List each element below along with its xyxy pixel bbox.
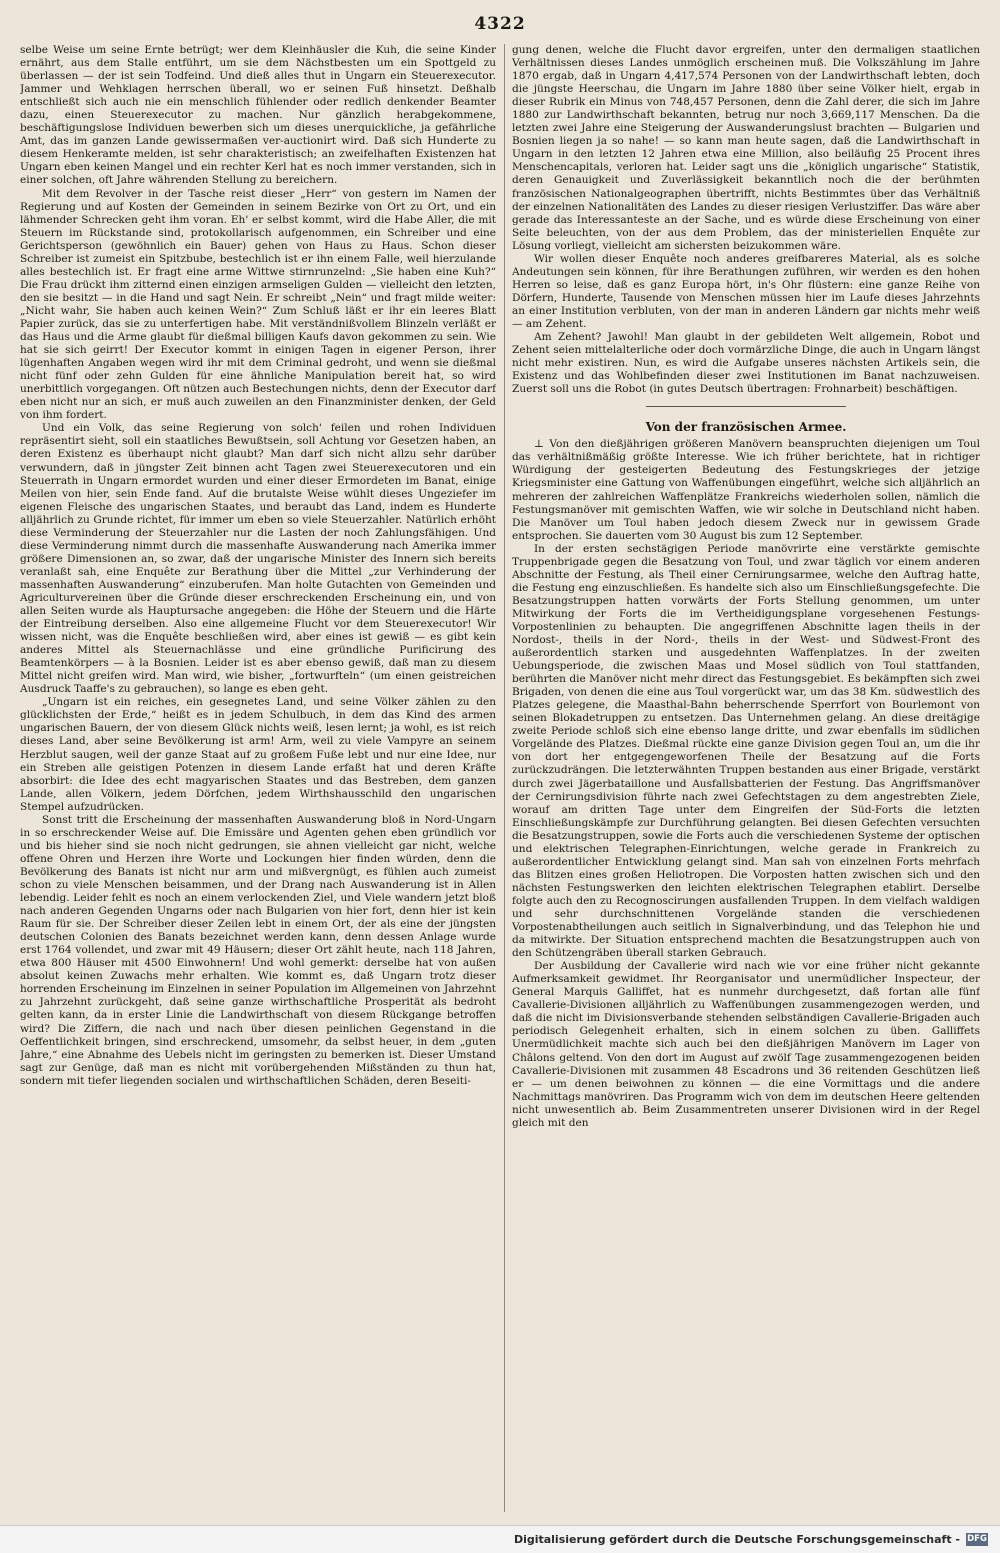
article-paragraph: gung denen, welche die Flucht davor ergreifen, unter den dermaligen staatlichen Verhältnissen dieses Landes unmöglich erscheinen muß. Die Volkszählung im Jahre 1870 ergab, daß in Ungarn 4,417,574 Personen von der Landwirthschaft lebten, doch die jüngste Heerschau, die Ungarn im Jahre 1880 über seine Völker hielt, ergab in dieser Rubrik ein Minus von 748,457 Personen, denn die Zahl derer, die sich im Jahre 1880 zur Landwirthschaft bekannten, betrug nur noch 3,669,117 Menschen. Da die letzten zwei Jahre eine Steigerung der Auswanderungslust brachten — Bulgarien und Bosnien liegen ja so nahe! — so kann man heute sagen, daß die Landwirthschaft in Ungarn in den letzten 12 Jahren etwa eine Million, also beiläufig 25 Procent ihres Menschencapitals, verloren hat. Leider sagt uns die „königlich ungarische“ Statistik, deren Genauigkeit und Zuverlässigkeit bekanntlich noch die der berühmten französischen Nationalgeographen übertrifft, nichts Bestimmtes über das Verhältniß der einzelnen Nationalitäten des Landes zu dieser riesigen Verlustziffer. Das wäre aber gerade das Interessanteste an der Sache, und es würde diese Erscheinung von einer Seite beleuchten, von der aus dem Problem, das der ministeriellen Enquête zur Lösung vorliegt, vielleicht am sichersten beizukommen wäre. — [512, 44, 980, 252]
dfg-logo-icon: DFG — [967, 1534, 987, 1544]
article-paragraph: „Ungarn ist ein reiches, ein gesegnetes Land, und seine Völker zählen zu den glücklichsten der Erde,“ heißt es in jedem Schulbuch, in dem das Kind des armen ungarischen Bauern, der von diesem Glück nichts weiß, lesen lernt; ja wohl, es ist reich dieses Land, aber seine Bevölkerung ist arm! Arm, weil zu viele Vampyre an seinem Herzblut saugen, weil der ganze Staat auf zu großem Fuße lebt und nur eine Idee, nur ein Streben alle geistigen Potenzen in diesem Lande erfaßt hat und deren Kräfte absorbirt: die Idee des echt magyarischen Staates und das Bestreben, dem ganzen Lande, allen Völkern, jedem Dörfchen, jedem Wirthshausschild den ungarischen Stempel aufzudrücken. — [20, 696, 496, 813]
section-heading: Von der französischen Armee. — [645, 420, 847, 435]
right-column — [512, 44, 980, 1514]
footer-bar — [0, 1525, 1000, 1553]
footer-credit: Digitalisierung gefördert durch die Deutsche Forschungsgemeinschaft - — [513, 1533, 960, 1546]
left-column — [20, 44, 496, 1514]
column-divider — [504, 44, 505, 1512]
article-paragraph: Mit dem Revolver in der Tasche reist dieser „Herr“ von gestern im Namen der Regierung und auf Kosten der Gemeinden in seinem Bezirke von Ort zu Ort, und ein lähmender Schrecken geht ihm voran. Eh' er selbst kommt, wird die Habe Aller, die mit Steuern im Rückstande sind, protokollarisch aufgenommen, ein Schreiber und eine Gerichtsperson (gewöhnlich ein Bauer) gehen von Haus zu Haus. Schon dieser Schreiber ist zumeist ein Spitzbube, bestechlich ist er ihn einem Falle, weil hierzulande alles bestechlich ist. Er fragt eine arme Wittwe stirnrunzelnd: „Sie haben eine Kuh?“ Die Frau drückt ihm zitternd einen einzigen armseligen Gulden — vielleicht den letzten, den sie besitzt — in die Hand und sagt Nein. Er schreibt „Nein“ und fragt milde weiter: „Nicht wahr, Sie haben auch keinen Wein?“ Zum Schluß läßt er ihr ein leeres Blatt Papier zurück, das sie zu unterfertigen habe. Mit verständnißvollem Blinzeln verläßt er das Haus und die Arme glaubt für dießmal billigen Kaufs davon gekommen zu sein. Wie hat sie sich geirrt! Der Executor kommt in einigen Tagen in eigener Person, ihrer lügenhaften Angaben wegen wird ihr mit dem Criminal gedroht, und wenn sie dießmal nicht fünf oder zehn Gulden für eine ähnliche Manipulation bereit hat, so wird unerbittlich vorgegangen. Oft nützen auch Bestechungen nichts, denn der Executor darf eben nicht nur an sich, er muß auch zuweilen an den Finanzminister denken, der Geld von ihm fordert. — [20, 187, 496, 422]
article-paragraph: In der ersten sechstägigen Periode manövrirte eine verstärkte gemischte Truppenbrigade gegen die Besatzung von Toul, und zwar täglich vor einem anderen Abschnitte der Festung, als Theil einer Cernirungsarmee, welche den Auftrag hatte, die Festung eng einzuschließen. Es handelte sich also um Einschließungsgefechte. Die Besatzungstruppen hatten vorwärts der Forts Stellung genommen, um unter Mitwirkung der Forts die im Vertheidigungsplane vorgesehenen Festungs-Vorpostenlinien zu behaupten. Die angegriffenen Abschnitte lagen theils in der Nordost-, theils in der Nord-, theils in der West- und Südwest-Front des außerordentlich starken und ausgedehnten Waffenplatzes. In der zweiten Uebungsperiode, die zwischen Maas und Mosel südlich von Toul stattfanden, berührten die Manöver nicht mehr direct das Festungsgebiet. Es bekämpften sich zwei Brigaden, von denen die eine aus Toul vorgerückt war, um das 38 Km. südwestlich des Platzes gelegene, die Maasthal-Bahn beherrschende Sperrfort von Bourlemont von seinen Blokadetruppen zu entsetzen. Das Unternehmen gelang. An diese dreitägige zweite Periode schloß sich eine ebenso lange dritte, und zwar ebenfalls im südlichen Vorgelände des Platzes. Dießmal rückte eine ganze Division gegen Toul an, um die ihr von dort her entgegengeworfenen Theile der Besatzung auf die Forts zurückzudrängen. Die letzterwähnten Truppen bestanden aus einer Brigade, verstärkt durch zwei Jägerbataillone und Ausfallsbatterien der Festung. Das Angriffsmanöver der Cernirungsdivision führte nach zwei Gefechtstagen zu dem angestrebten Ziele, worauf am dritten Tage unter dem Eingreifen der Süd-Forts die letzten Einschließungskämpfe zur Durchführung gelangten. Bei diesen Gefechten versuchten die Besatzungstruppen, sowie die Forts auch die verschiedenen Systeme der optischen und elektrischen Telegraphen-Einrichtungen, welche gerade in Frankreich zu außerordentlicher Entwicklung gelangt sind. Man sah von einzelnen Forts mehrfach das Blitzen eines großen Heliotropen. Die Vorposten hatten zwischen sich und den nächsten Festungswerken den leichten elektrischen Telegraphen etablirt. Derselbe folgte auch den zu Recognoscirungen ausfallenden Truppen. In dem vielfach waldigen und sehr durchschnittenen Vorgelände standen die verschiedenen Vorpostenabtheilungen auch seitlich in Signalverbindung, und das Telephon hie und da mitwirkte. Der Situation entsprechend machten die Besatzungstruppen auch von den Schützengräben überall starken Gebrauch. — [512, 542, 980, 960]
section-divider — [646, 406, 846, 407]
article-paragraph: Wir wollen dieser Enquête noch anderes greifbareres Material, als es solche Andeutungen sein können, für ihre Berathungen zuführen, wir werden es den hohen Herren so leise, daß es ganz Europa hört, in's Ohr flüstern: eine ganze Reihe von Dörfern, Hunderte, Tausende von Menschen müssen hier im Laufe dieses Jahrzehnts an einer Institution verbluten, von der man in anderen Ländern gar nichts mehr weiß — am Zehent. — [512, 252, 980, 330]
article-paragraph: selbe Weise um seine Ernte betrügt; wer dem Kleinhäusler die Kuh, die seine Kinder ernährt, aus dem Stalle entführt, um sie dem Nächstbesten um ein Spottgeld zu überlassen — der ist sein Todfeind. Und dieß alles thut in Ungarn ein Steuerexecutor. Jammer und Wehklagen herrschen überall, wo er seinen Fuß hinsetzt. Deßhalb entschließt sich auch nie ein menschlich fühlender oder redlich denkender Beamter dazu, einen Steuerexecutor zu machen. Nur gänzlich herabgekommene, beschäftigungslose Individuen bewerben sich um dieses unerquickliche, ja gefährliche Amt, das im ganzen Lande gewissermaßen ver-auctionirt wird. Daß sich Hunderte zu diesem Henkeramte melden, ist sehr charakteristisch; an zweifelhaften Existenzen hat Ungarn eben keinen Mangel und ein rechter Kerl hat es noch immer verstanden, sich in einer solchen, oft Jahre währenden Stellung zu bereichern. — [20, 44, 496, 187]
article-paragraph: ⊥ Von den dießjährigen größeren Manövern beanspruchten diejenigen um Toul das verhältnißmäßig größte Interesse. Wie ich früher berichtete, hat in richtiger Würdigung der gesteigerten Bedeutung des Festungskrieges der jetzige Kriegsminister eine Gattung von Waffenübungen eingeführt, welche sich alljährlich an mehreren der zahlreichen Waffenplätze Frankreichs wiederholen sollen, nämlich die Festungsmanöver mit gemischten Waffen, wie wir solche in Deutschland nicht haben. Die Manöver um Toul haben jedoch diesem Zweck nur in gewissem Grade entsprochen. Sie dauerten vom 30 August bis zum 12 September. — [512, 438, 980, 542]
article-paragraph: Sonst tritt die Erscheinung der massenhaften Auswanderung bloß in Nord-Ungarn in so erschreckender Weise auf. Die Emissäre und Agenten gehen eben gründlich vor und bis hieher sind sie noch nicht gedrungen, sie ahnen vielleicht gar nicht, welche offene Ohren und Herzen ihre Worte und Lockungen hier finden würden, denn die Bevölkerung des Banats ist nicht nur arm und mißvergnügt, es fühlen auch zumeist schon zu viele Menschen beisammen, und der Drang nach Auswanderung ist in Allen lebendig. Leider fehlt es noch an einem verlockenden Ziel, und Viele wandern jetzt bloß nach anderen Gegenden Ungarns oder nach Bulgarien von hier fort, denn hier ist kein Raum für sie. Der Schreiber dieser Zeilen lebt in einem Ort, der als eine der jüngsten deutschen Colonien des Banats bezeichnet werden kann, denn dessen Anlage wurde erst 1764 vollendet, und zwar mit 49 Häusern; dieser Ort zählt heute, nach 118 Jahren, etwa 800 Häuser mit 4500 Einwohnern! Und wohl gemerkt: derselbe hat von außen absolut keinen Zuwachs mehr erhalten. Wie kommt es, daß Ungarn trotz dieser horrenden Erscheinung im Einzelnen in seiner Population im Allgemeinen von Jahrzehnt zu Jahrzehnt zurückgeht, daß seine ganze wirthschaftliche Prosperität als bedroht gelten kann, da in erster Linie die Landwirthschaft von diesem Rückgange betroffen wird? Die Ziffern, die nach und nach über diesen peinlichen Gegenstand in die Oeffentlichkeit bringen, sind erschreckend, umsomehr, da selbst heuer, in dem „guten Jahre,“ eine Abnahme des Uebels nicht im geringsten zu bemerken ist. Dieser Umstand sagt zur Genüge, daß man es nicht mit vorübergehenden Mißständen zu thun hat, sondern mit tiefer liegenden socialen und wirthschaftlichen Schäden, deren Beseiti- — [20, 813, 496, 1087]
page-number: 4322 — [474, 14, 526, 34]
article-paragraph: Und ein Volk, das seine Regierung von solch' feilen und rohen Individuen repräsentirt sieht, soll ein staatliches Bewußtsein, soll Achtung vor Gesetzen haben, an deren Existenz es überhaupt nicht glaubt? Man darf sich nicht allzu sehr darüber verwundern, daß in jüngster Zeit binnen acht Tagen zwei Steuerexecutoren und ein Steuerrath in Ungarn ermordet wurden und einer dieser Ermordeten im Banat, einige Meilen von hier, sein Ende fand. Auf die brutalste Weise wühlt dieses Ungeziefer im eigenen Fleische des ungarischen Staates, und beraubt das Land, indem es Hunderte alljährlich zu Grunde richtet, für immer um eben so viele Steuerzahler. Natürlich erhöht diese Verminderung der Steuerzahler nur die Lasten der noch Zahlungsfähigen. Und diese Verminderung nimmt durch die massenhafte Auswanderung nach Amerika immer größere Dimensionen an, so zwar, daß der ungarische Minister des Innern sich bereits veranlaßt sah, eine Enquête zur Berathung über die Mittel „zur Verhinderung der massenhaften Auswanderung“ einzuberufen. Man holte Gutachten von Gemeinden und Agriculturvereinen über die Gründe dieser erschreckenden Erscheinung ein, und von allen Seiten wurde als Hauptursache angegeben: die Höhe der Steuern und die Härte der Eintreibung derselben. Also eine allgemeine Flucht vor dem Steuerexecutor! Wir wissen nicht, was die Enquête beschließen wird, aber eines ist gewiß — es gibt kein anderes Mittel als Steuernachlässe und eine gründliche Purificirung des Beamtenkörpers — à la Bosnien. Leider ist es aber ebenso gewiß, daß man zu diesem Mittel nicht greifen wird. Man wird, wie bisher, „fortwurfteln“ (um einen geistreichen Ausdruck Taaffe's zu gebrauchen), so lange es eben geht. — [20, 422, 496, 696]
article-paragraph: Der Ausbildung der Cavallerie wird nach wie vor eine früher nicht gekannte Aufmerksamkeit gewidmet. Ihr Reorganisator und unermüdlicher Inspecteur, der General Marquis Galliffet, hat es nunmehr durchgesetzt, daß fortan alle fünf Cavallerie-Divisionen alljährlich zu Waffenübungen zusammengezogen werden, und daß die nicht im Divisionsverbande stehenden selbständigen Cavallerie-Brigaden auch periodisch Gelegenheit erhalten, sich in einem solchen zu üben. Galliffets Unermüdlichkeit machte sich auch bei den dießjährigen Manövern im Lager von Châlons geltend. Von den dort im August auf zwölf Tage zusammengezogenen beiden Cavallerie-Divisionen mit zusammen 48 Escadrons und 36 reitenden Geschützen ließ er — um denen beiwohnen zu können — die eine Vormittags und die andere Nachmittags manövriren. Das Programm wich von dem im deutschen Heere geltenden nicht unwesentlich ab. Beim Zusammentreten unserer Divisionen wird in der Regel gleich mit den — [512, 960, 980, 1129]
article-paragraph: Am Zehent? Jawohl! Man glaubt in der gebildeten Welt allgemein, Robot und Zehent seien mittelalterliche oder doch vormärzliche Dinge, die auch in Ungarn längst nicht mehr existiren. Nun, es wird die Aufgabe unseres nächsten Artikels sein, die Existenz und das Wohlbefinden dieser zwei Institutionen im Banat nachzuweisen. Zuerst soll uns die Robot (in gutes Deutsch übertragen: Frohnarbeit) beschäftigen. — [512, 331, 980, 396]
